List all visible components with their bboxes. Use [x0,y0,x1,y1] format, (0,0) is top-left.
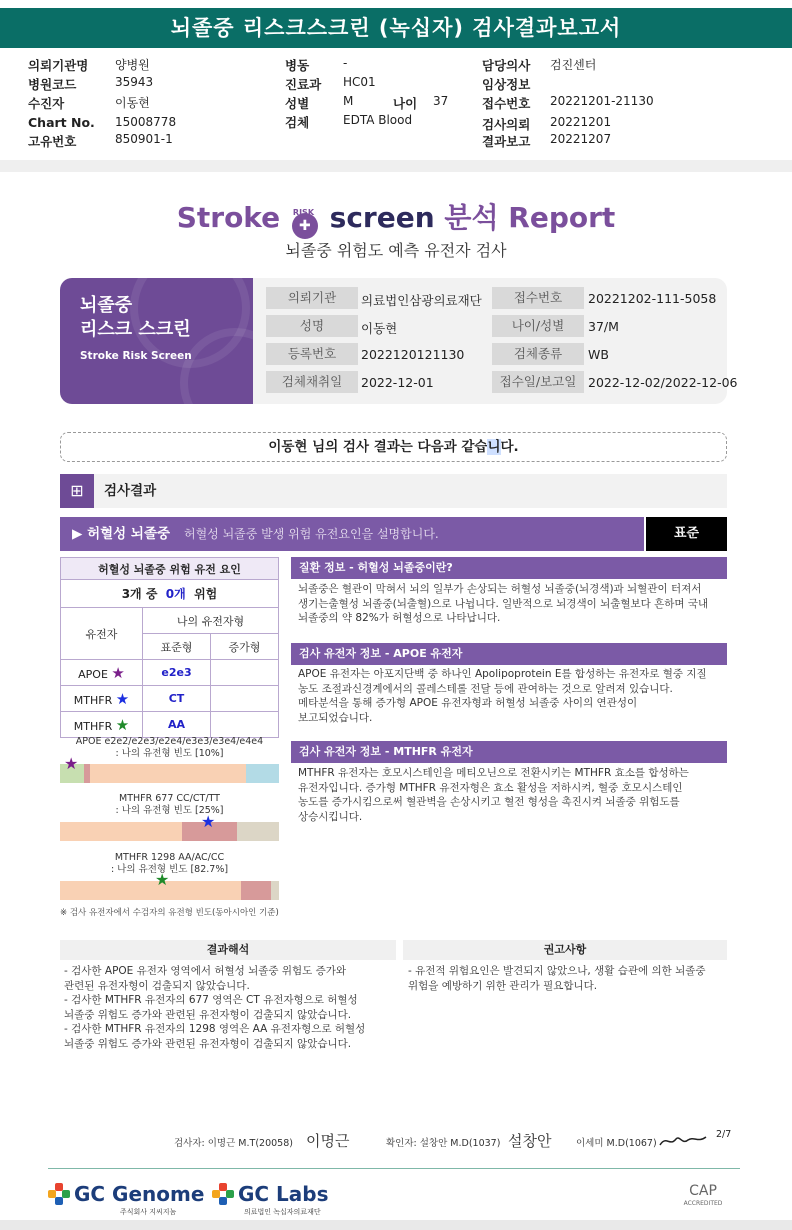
header-key: 병동 [285,58,310,73]
confirmer-signature-label: 확인자: 설창안 M.D(1037) [386,1138,501,1149]
header-value: 이동현 [115,96,150,110]
report-subtitle: 뇌졸중 위험도 예측 유전자 검사 [285,241,507,260]
freq-label-line1: APOE e2e2/e2e3/e2e4/e3e3/e3e4/e4e4 [75,736,264,747]
card-subtitle: Stroke Risk Screen [80,350,192,362]
cap-accredited-logo [668,1182,738,1212]
header-key: 접수번호 [482,96,531,111]
header-key: 고유번호 [28,134,77,149]
header-value: HC01 [343,75,376,89]
genotype-increased [210,712,278,738]
header-key: Chart No. [28,115,95,130]
freq-segment [241,881,271,900]
text-line: APOE 유전자는 아포지단백 중 하나인 Apolipoprotein E를 합성하는 유전자로 혈중 지질 [298,668,707,680]
disease-name: ▶ 허혈성 뇌졸중 [72,526,171,542]
risk-count-post: 위험 [194,587,218,601]
mthfr1298-frequency-bar [60,881,279,900]
interpretation-text [64,964,400,1051]
page-bottom-margin [0,1220,792,1230]
header-value: 검진센터 [550,58,597,72]
info-label: 의뢰기관 [266,287,358,309]
header-value: M [343,94,354,108]
text-line: - 유전적 위험요인은 발견되지 않았으나, 생활 습관에 의한 뇌졸중 [408,965,706,977]
interpretation-title: 결과해석 [60,940,396,960]
header-value: 20221201-21130 [550,94,654,108]
medical-folder-icon: ⊞ [60,474,94,508]
text-line: 메타분석을 통해 증가형 APOE 유전자형과 허혈성 뇌졸중 사이의 연관성이 [298,697,638,709]
star-marker-icon: ★ [64,754,79,773]
page-number: 2/7 [716,1129,732,1140]
logo-text: GC Genome [74,1182,205,1206]
header-value: 20221201 [550,115,612,129]
header-key: 나이 [393,96,418,111]
freq-label-line2: : 나의 유전형 빈도 [25%] [115,805,224,816]
patient-header [0,52,792,152]
header-divider [0,160,792,172]
freq-label-line2: : 나의 유전형 빈도 [10%] [115,748,224,759]
info-section-text [298,766,728,824]
logo-report-text: 분석 Report [444,201,616,234]
text-line: MTHFR 유전자는 호모시스테인을 메티오닌으로 전환시키는 MTHFR 효소를 합성하는 [298,767,689,779]
info-section-text [298,667,728,725]
handwritten-signature-icon [658,1131,708,1149]
header-value: EDTA Blood [343,113,413,127]
recommendation-text [408,964,728,993]
text-line: 위험을 예방하기 위한 관리가 필요합니다. [408,979,598,992]
star-icon: ★ [115,689,130,708]
info-label: 나이/성별 [492,315,584,337]
header-key: 결과보고 [482,134,531,149]
info-value: 2022-12-02/2022-12-06 [588,375,738,390]
gc-cross-icon [212,1183,234,1205]
freq-segment [246,764,279,783]
header-key: 의뢰기관명 [28,58,89,73]
gc-cross-icon [48,1183,70,1205]
text-line: 상승시킵니다. [298,810,363,823]
result-text-end: 다. [500,439,519,455]
confirmer-handwritten-signature: 설창안 [508,1132,552,1150]
freq-label [60,852,279,876]
report-title: 뇌졸중 리스크스크린 (녹십자) 검사결과보고서 [0,8,792,48]
info-section-title: 검사 유전자 정보 - MTHFR 유전자 [291,741,727,763]
freq-segment [60,881,241,900]
gc-genome-logo [48,1182,204,1206]
col-header-increased: 증가형 [210,634,278,660]
genotype-standard: CT [143,686,211,712]
text-line: 농도 조절과신경계에서의 콜레스테롤 전달 등에 관여하는 것으로 알려져 있습니다. [298,682,673,695]
text-line: 농도를 증가시킴으로써 혈관벽을 손상시키고 혈전 형성을 촉진시켜 뇌졸중 위험도를 [298,796,680,808]
table-title: 허혈성 뇌졸중 위험 유전 요인 [61,558,279,580]
text-line: 보고되었습니다. [298,711,373,724]
info-label: 성명 [266,315,358,337]
text-line: 뇌졸중의 약 82%가 허혈성으로 나타납니다. [298,612,501,624]
header-key: 진료과 [285,77,322,92]
header-value: - [343,56,348,70]
col-header-my-genotype: 나의 유전자형 [143,608,279,634]
result-text: 이동현 님의 검사 결과는 다음과 같습 [268,439,488,455]
header-value: 850901-1 [115,132,173,146]
disease-bar [60,517,644,551]
info-section-text [298,582,728,626]
freq-label [60,736,279,760]
gene-name: MTHFR [73,719,113,733]
logo-text: GC Labs [238,1182,329,1206]
info-label: 접수번호 [492,287,584,309]
logo-subtext: 의료법인 녹십자의료재단 [244,1208,321,1216]
text-line: 뇌졸중 위험도 증가와 관련된 유전자형이 검출되지 않았습니다. [64,1008,352,1021]
freq-segment [90,764,246,783]
freq-label-line1: MTHFR 677 CC/CT/TT [119,793,220,804]
info-value: 37/M [588,319,619,334]
text-line: 생기는출혈성 뇌졸중(뇌출혈)으로 나뉩니다. 일반적으로 뇌경색이 뇌출혈보다 흔하며 국내 [298,597,709,610]
footer-divider [48,1168,740,1169]
gene-cell [61,712,143,738]
product-card [60,278,253,404]
header-key: 임상정보 [482,77,531,92]
result-summary-line [60,432,727,462]
header-key: 성별 [285,96,310,111]
text-line: - 검사한 APOE 유전자 영역에서 허혈성 뇌졸중 위험도 증가와 [64,965,347,977]
tester-signature-label: 검사자: 이명근 M.T(20058) [174,1138,293,1149]
text-line: 뇌졸중은 혈관이 막혀서 뇌의 일부가 손상되는 허혈성 뇌졸중(뇌경색)과 뇌혈관이 터져서 [298,583,702,595]
text-line: - 검사한 MTHFR 유전자의 677 영역은 CT 유전자형으로 허혈성 [64,994,358,1006]
risk-count [61,580,279,608]
col-header-standard: 표준형 [143,634,211,660]
gene-cell [61,686,143,712]
logo-risk-text: RISK [292,208,315,217]
logo-subtext: 주식회사 지씨지놈 [120,1208,177,1216]
logo-screen-text: screen [329,201,435,234]
section-title: 검사결과 [104,483,157,499]
info-value: 20221202-111-5058 [588,291,717,306]
header-key: 담당의사 [482,58,531,73]
gene-cell [61,660,143,686]
text-line: - 검사한 MTHFR 유전자의 1298 영역은 AA 유전자형으로 허혈성 [64,1023,366,1035]
tester-handwritten-signature: 이명근 [306,1132,350,1150]
mthfr677-frequency-bar [60,822,279,841]
header-value: 20221207 [550,132,612,146]
info-label: 접수일/보고일 [492,371,584,393]
info-section-title: 검사 유전자 정보 - APOE 유전자 [291,643,727,665]
gene-risk-table [60,557,279,738]
star-icon: ★ [115,715,130,734]
header-value: 15008778 [115,115,177,129]
info-value: 의료법인삼광의료재단 [361,293,482,308]
freq-label-line2: : 나의 유전형 빈도 [82.7%] [110,864,229,875]
text-line: 관련된 유전자형이 검출되지 않았습니다. [64,979,250,992]
star-marker-icon: ★ [155,870,170,889]
freq-segment [237,822,279,841]
info-label: 검체종류 [492,343,584,365]
table-row [61,712,279,738]
card-title-line1: 뇌졸중 [80,295,133,316]
stroke-screen-logo [0,196,792,239]
text-line: 유전자입니다. 증가형 MTHFR 유전자형은 효소 활성을 저하시켜, 혈중 호모시스테인 [298,781,683,794]
gc-labs-logo [212,1182,329,1206]
info-value: 2022120121130 [361,347,465,362]
card-title [80,294,191,342]
header-key: 병원코드 [28,77,77,92]
header-value: 양병원 [115,58,150,72]
freq-label-line1: MTHFR 1298 AA/AC/CC [114,852,225,863]
card-title-line2: 리스크 스크린 [80,319,191,340]
risk-badge-icon: ✚ RISK [292,213,318,239]
info-value: 이동현 [361,321,398,336]
info-label: 등록번호 [266,343,358,365]
third-signature-label: 이세미 M.D(1067) [576,1138,657,1149]
freq-segment [271,881,279,900]
info-label: 검체채취일 [266,371,358,393]
genotype-standard: AA [143,712,211,738]
genotype-increased [210,686,278,712]
risk-count-pre: 3개 중 [121,587,158,601]
table-row [61,686,279,712]
info-value: WB [588,347,609,362]
cap-subtext: ACCREDITED [683,1200,723,1207]
disease-description: 허혈성 뇌졸중 발생 위험 유전요인을 설명합니다. [184,527,439,541]
gene-name: APOE [78,667,108,681]
risk-count-number: 0개 [165,587,186,601]
header-key: 수진자 [28,96,65,111]
text-cursor-highlight: 니 [487,439,501,455]
header-key: 검사의뢰 [482,117,531,132]
genotype-standard: e2e3 [143,660,211,686]
header-value: 37 [433,94,449,108]
logo-stroke-text: Stroke [176,201,281,234]
star-icon: ★ [111,663,125,682]
results-section-header [60,474,727,508]
header-value: 35943 [115,75,154,89]
recommendation-title: 권고사항 [403,940,727,960]
gene-name: MTHFR [73,693,113,707]
genotype-increased [210,660,278,686]
table-row [61,660,279,686]
apoe-frequency-bar [60,764,279,783]
col-header-gene: 유전자 [61,608,143,660]
standard-result-badge: 표준 [646,517,727,551]
info-section-title: 질환 정보 - 허혈성 뇌졸중이란? [291,557,727,579]
footnote: ※ 검사 유전자에서 수검자의 유전형 빈도(동아시아인 기준) [60,908,279,918]
header-key: 검체 [285,115,310,130]
cap-text: CAP [689,1183,717,1199]
star-marker-icon: ★ [201,812,216,831]
text-line: 뇌졸중 위험도 증가와 관련된 유전자형이 검출되지 않았습니다. [64,1037,352,1050]
freq-segment [60,822,182,841]
info-value: 2022-12-01 [361,375,434,390]
freq-label [60,793,279,817]
